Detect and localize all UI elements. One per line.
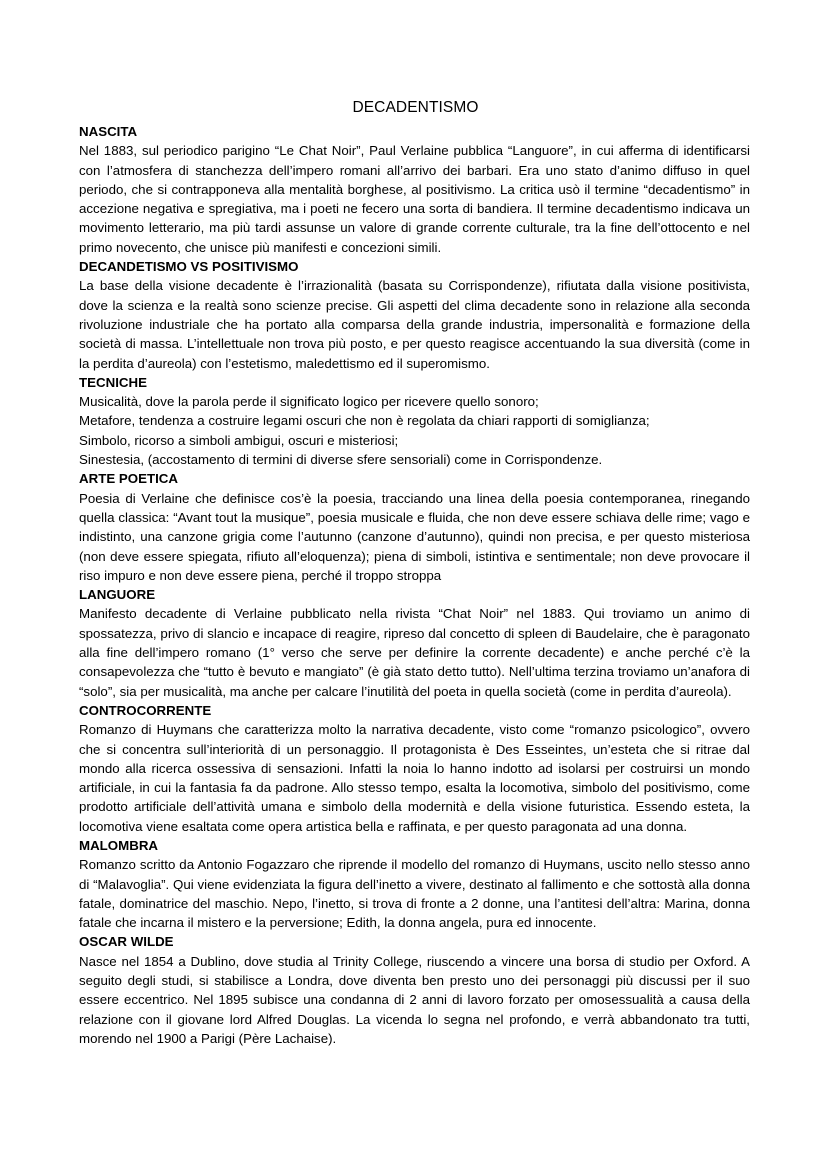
section-malombra xyxy=(79,836,750,932)
technique-line: Metafore, tendenza a costruire legami oscuri che non è regolata da chiari rapporti di somiglianza; xyxy=(79,413,650,429)
section-decadentismo-vs-positivismo xyxy=(79,257,750,373)
document-title: DECADENTISMO xyxy=(352,99,479,116)
section-heading: CONTROCORRENTE xyxy=(79,702,212,718)
section-arte-poetica xyxy=(79,469,750,585)
technique-line: Simbolo, ricorso a simboli ambigui, oscuri e misteriosi; xyxy=(79,432,399,448)
section-paragraph: Romanzo scritto da Antonio Fogazzaro che riprende il modello del romanzo di Huymans, uscito nello stesso anno di “Malavoglia”. Qui viene evidenziata la figura dell’inetto a vivere, destinato al fallimento e che sottostà alla donna fatale, dominatrice del maschio. Nepo, l’inetto, si trova di fronte a 2 donne, una l’antitesi dell’altra: Marina, donna fatale che incarna il mistero e la perversione; Edith, la donna angela, pura ed innocente. xyxy=(79,857,750,931)
section-languore xyxy=(79,585,750,701)
section-paragraph: Poesia di Verlaine che definisce cos’è la poesia, tracciando una linea della poesia contemporanea, rinegando quella classica: “Avant tout la musique”, poesia musicale e fluida, che non deve essere schiava delle rime; vago e indistinto, una canzone grigia come l’autunno (canzone d’autunno), quindi non precisa, e per questo misteriosa (non deve essere spiegata, rifiuto all’eloquenza); piena di simboli, istintiva e sentimentale; non deve provocare il riso impuro e non deve essere piena, perché il troppo stroppa xyxy=(79,490,750,583)
section-tecniche xyxy=(79,373,750,469)
section-heading: TECNICHE xyxy=(79,374,147,390)
section-paragraph: Nasce nel 1854 a Dublino, dove studia al Trinity College, riuscendo a vincere una borsa di studio per Oxford. A seguito degli studi, si stabilisce a Londra, dove diventa ben presto uno dei personaggi più discussi per il suo essere eccentrico. Nel 1895 subisce una condanna di 2 anni di lavoro forzato per omosessualità a causa della relazione con il giovane lord Alfred Douglas. La vicenda lo segna nel profondo, e verrà abbandonato tra tutti, morendo nel 1900 a Parigi (Père Lachaise). xyxy=(79,953,750,1046)
technique-line: Sinestesia, (accostamento di termini di diverse sfere sensoriali) come in Corrispondenze. xyxy=(79,452,603,468)
section-heading: ARTE POETICA xyxy=(79,471,178,487)
section-paragraph: Nel 1883, sul periodico parigino “Le Chat Noir”, Paul Verlaine pubblica “Languore”, in cui afferma di identificarsi con l’atmosfera di stanchezza dell’impero romani all’arrivo dei barbari. Era uno stato d’animo diffuso in quel periodo, che si contrapponeva alla mentalità borghese, al positivismo. La critica usò il termine “decadentismo” in accezione negativa e spregiativa, ma i poeti ne fecero una sorta di bandiera. Il termine decadentismo indicava un movimento letterario, ma più tardi assunse un valore di grande corrente culturale, tra la fine dell’ottocento e nel primo novecento, che unisce più manifesti e concezioni simili. xyxy=(79,143,750,255)
section-heading: MALOMBRA xyxy=(79,837,159,853)
section-nascita xyxy=(79,122,750,257)
section-heading: DECANDETISMO VS POSITIVISMO xyxy=(79,259,299,275)
technique-line: Musicalità, dove la parola perde il significato logico per ricevere quello sonoro; xyxy=(79,394,539,410)
section-heading: NASCITA xyxy=(79,124,138,139)
section-heading: OSCAR WILDE xyxy=(79,934,174,950)
section-paragraph: Romanzo di Huymans che caratterizza molto la narrativa decadente, visto come “romanzo psicologico”, ovvero che si concentra sull’interiorità di un personaggio. Il protagonista è Des Esseintes, un’esteta che si ritrae dal mondo alla ricerca ossessiva di sensazioni. Infatti la noia lo hanno indotto ad isolarsi per costruirsi un mondo artificiale, in cui la fantasia fa da padrone. Allo stesso tempo, esalta la locomotiva, simbolo del positivismo, come prodotto artificiale dell’attività umana e simbolo della modernità e della visione futuristica. Essendo esteta, la locomotiva viene esaltata come opera artistica bella e raffinata, e per questo paragonata ad una donna. xyxy=(79,722,750,834)
section-controcorrente xyxy=(79,701,750,836)
section-oscar-wilde xyxy=(79,932,750,1048)
section-paragraph: Manifesto decadente di Verlaine pubblicato nella rivista “Chat Noir” nel 1883. Qui troviamo un animo di spossatezza, privo di slancio e incapace di reagire, ripreso dal concetto di spleen di Baudelaire, che è paragonato alla fine dell’impero romano (1° verso che serve per definire la corrente decadente) e anche perché c’è la consapevolezza che “tutto è bevuto e mangiato” (è già stato detto tutto). Nell’ultima terzina troviamo un’anafora di “solo”, sia per musicalità, ma anche per calcare l’inutilità del poeta in quella società (come in perdita d’aureola). xyxy=(79,606,750,699)
section-paragraph: La base della visione decadente è l’irrazionalità (basata su Corrispondenze), rifiutata dalla visione positivista, dove la scienza e la realtà sono scienze precise. Gli aspetti del clima decadente sono in relazione alla seconda rivoluzione industriale che ha portato alla comparsa della grande industria, impersonalità e formazione della società di massa. L’intellettuale non trova più posto, e per questo reagisce accentuando la sua diversità (come in la perdita d’aureola) con l’estetismo, maledettismo ed il superomismo. xyxy=(79,278,750,371)
section-heading: LANGUORE xyxy=(79,587,156,603)
